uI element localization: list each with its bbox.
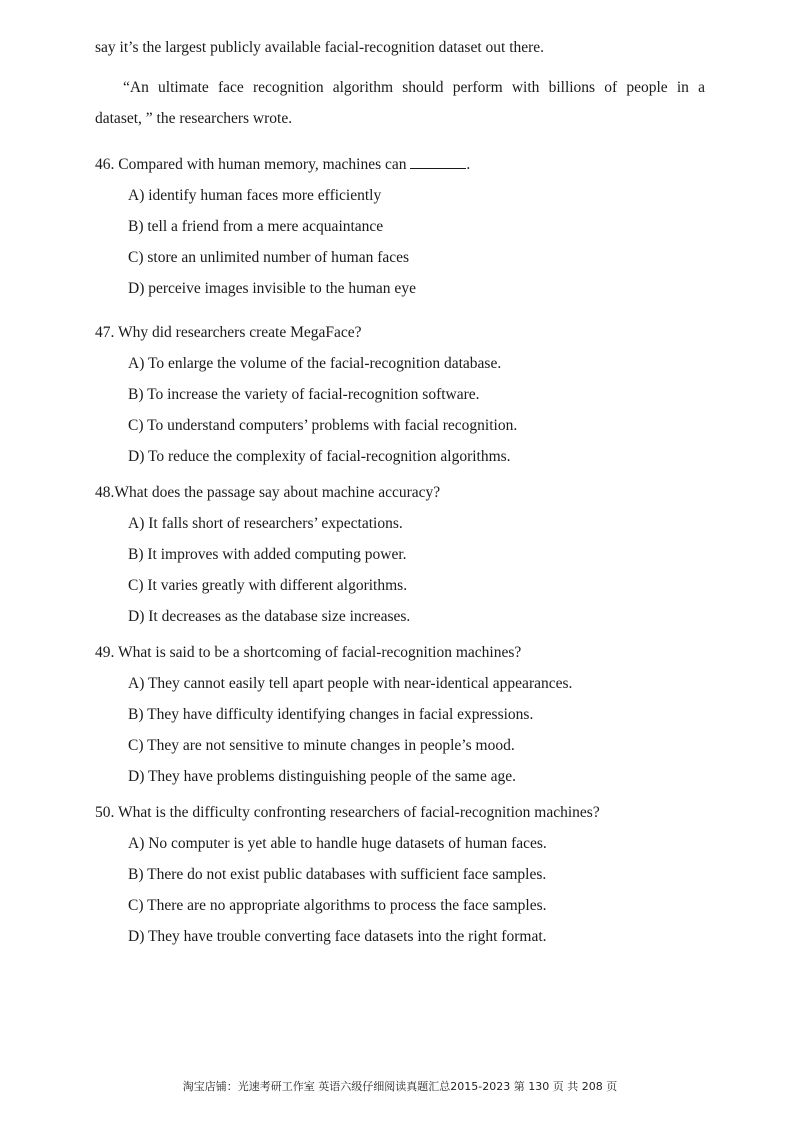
question-46-stem-text: 46. Compared with human memory, machines can xyxy=(95,156,411,173)
answer-blank xyxy=(410,155,466,169)
question-48-option-d: D) It decreases as the database size increases. xyxy=(128,608,411,625)
question-48-option-b: B) It improves with added computing power. xyxy=(128,546,407,563)
question-46-option-a: A) identify human faces more efficiently xyxy=(128,187,382,204)
question-49-option-a: A) They cannot easily tell apart people with near-identical appearances. xyxy=(128,675,573,692)
question-48-stem: 48.What does the passage say about machine accuracy? xyxy=(95,484,441,501)
page-footer: 淘宝店铺：光速考研工作室 英语六级仔细阅读真题汇总2015-2023 第 130 页 共 208 页 xyxy=(182,1080,618,1093)
question-48-option-c: C) It varies greatly with different algorithms. xyxy=(128,577,408,594)
question-46-option-c: C) store an unlimited number of human faces xyxy=(128,249,410,266)
question-46-stem xyxy=(95,155,470,175)
question-47-option-b: B) To increase the variety of facial-recognition software. xyxy=(128,386,480,403)
question-49-stem: 49. What is said to be a shortcoming of facial-recognition machines? xyxy=(95,644,522,661)
question-48-option-a: A) It falls short of researchers’ expectations. xyxy=(128,515,403,532)
question-46-stem-end: . xyxy=(466,156,471,173)
question-49-option-b: B) They have difficulty identifying changes in facial expressions. xyxy=(128,706,534,723)
question-46-option-d: D) perceive images invisible to the human eye xyxy=(128,280,416,297)
question-50-stem: 50. What is the difficulty confronting researchers of facial-recognition machines? xyxy=(95,804,600,821)
question-47-option-a: A) To enlarge the volume of the facial-recognition database. xyxy=(128,355,502,372)
passage-quote-line-end: dataset, ” the researchers wrote. xyxy=(95,110,293,127)
question-46-option-b: B) tell a friend from a mere acquaintance xyxy=(128,218,384,235)
question-50-option-b: B) There do not exist public databases with sufficient face samples. xyxy=(128,866,547,883)
question-50-option-a: A) No computer is yet able to handle huge datasets of human faces. xyxy=(128,835,547,852)
question-47-stem: 47. Why did researchers create MegaFace? xyxy=(95,324,362,341)
question-50-option-c: C) There are no appropriate algorithms to process the face samples. xyxy=(128,897,547,914)
question-50-option-d: D) They have trouble converting face datasets into the right format. xyxy=(128,928,547,945)
question-49-option-d: D) They have problems distinguishing people of the same age. xyxy=(128,768,516,785)
question-49-option-c: C) They are not sensitive to minute changes in people’s mood. xyxy=(128,737,515,754)
passage-quote-line: “An ultimate face recognition algorithm should perform with billions of people in a xyxy=(123,79,705,96)
passage-line: say it’s the largest publicly available facial-recognition dataset out there. xyxy=(95,39,545,56)
question-47-option-d: D) To reduce the complexity of facial-recognition algorithms. xyxy=(128,448,511,465)
question-47-option-c: C) To understand computers’ problems with facial recognition. xyxy=(128,417,518,434)
